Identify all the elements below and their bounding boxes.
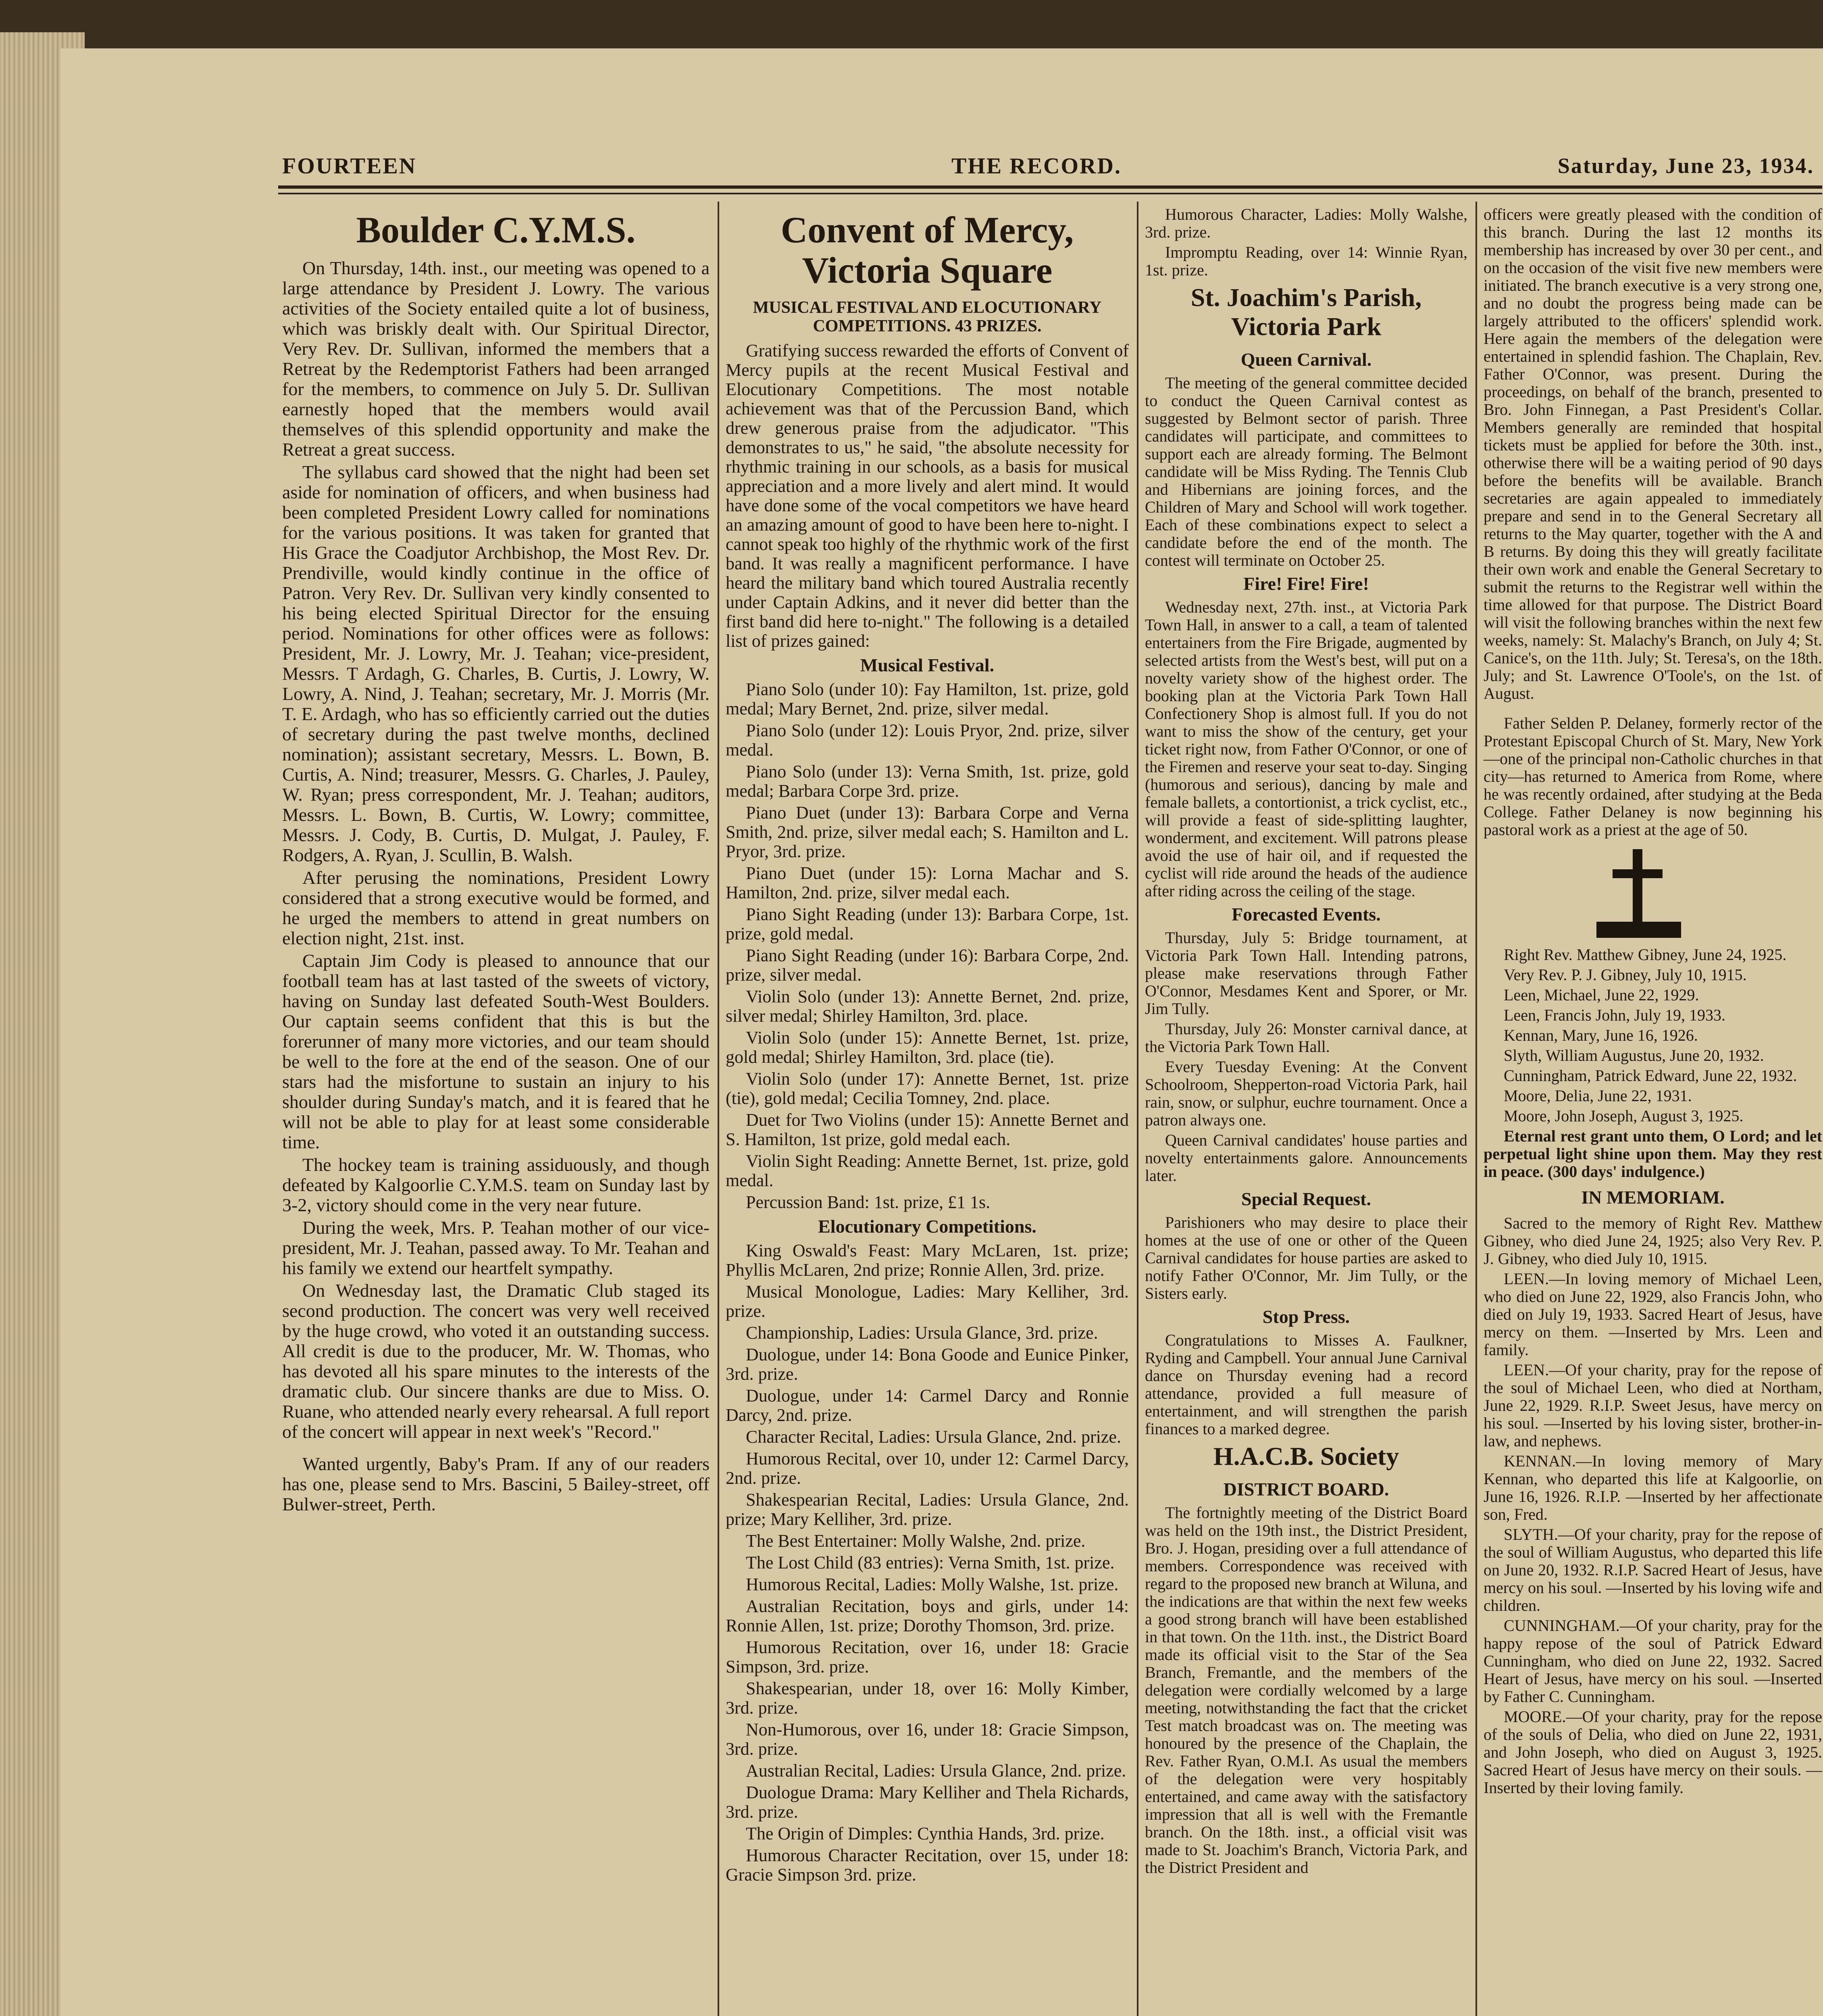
prize-entry: Violin Solo (under 17): Annette Bernet, 1st. prize (tie), gold medal; Cecilia Tomney, 2nd. place. [726, 1069, 1129, 1108]
death-entry: Kennan, Mary, June 16, 1926. [1504, 1026, 1698, 1044]
death-entry: Cunningham, Patrick Edward, June 22, 1932. [1504, 1066, 1797, 1085]
paragraph: Congratulations to Misses A. Faulkner, Ryding and Campbell. Your annual June Carnival dance on Thursday evening had a record attendance, provided a full measure of entertainment, and will strengthen the parish finances to a marked degree. [1145, 1331, 1467, 1438]
prize-entry: Violin Solo (under 13): Annette Bernet, 2nd. prize, silver medal; Shirley Hamilton, 3rd. place. [726, 987, 1129, 1026]
prize-entry: King Oswald's Feast: Mary McLaren, 1st. prize; Phyllis McLaren, 2nd prize; Ronnie Allen, 3rd. prize. [726, 1241, 1129, 1280]
wanted-notice: Wanted urgently, Baby's Pram. If any of our readers has one, please send to Mrs. Bascini, 5 Bailey-street, off Bulwer-street, Perth. [282, 1454, 710, 1514]
section-heading: IN MEMORIAM. [1581, 1187, 1725, 1208]
prize-entry: Humorous Recital, Ladies: Molly Walshe, 1st. prize. [746, 1574, 1119, 1594]
memoriam-entry: KENNAN.—In loving memory of Mary Kennan, who departed this life at Kalgoorlie, on June 16, 1926. R.I.P. —Inserted by her affectionate son, Fred. [1484, 1452, 1822, 1523]
prize-entry: Violin Sight Reading: Annette Bernet, 1st. prize, gold medal. [726, 1151, 1129, 1190]
prize-entry: The Lost Child (83 entries): Verna Smith, 1st. prize. [746, 1553, 1115, 1572]
event-entry: Queen Carnival candidates' house parties and novelty entertainments galore. Announcements later. [1145, 1131, 1467, 1185]
prize-entry: Musical Monologue, Ladies: Mary Kelliher, 3rd. prize. [726, 1282, 1129, 1321]
prize-entry: Australian Recitation, boys and girls, under 14: Ronnie Allen, 1st. prize; Dorothy Thomson, 3rd. prize. [726, 1596, 1129, 1635]
article-convent-of-mercy [726, 206, 1129, 1887]
section-heading: Elocutionary Competitions. [818, 1216, 1036, 1237]
prize-entry: Humorous Recitation, over 16, under 18: Gracie Simpson, 3rd. prize. [726, 1637, 1129, 1677]
death-entry: Leen, Michael, June 22, 1929. [1504, 986, 1699, 1004]
prize-entry: Shakespearian Recital, Ladies: Ursula Glance, 2nd. prize; Mary Kelliher, 3rd. prize. [726, 1490, 1129, 1529]
header-rule [278, 185, 1822, 189]
prayer: Eternal rest grant unto them, O Lord; and let perpetual light shine upon them. May they rest in peace. (300 days' indulgence.) [1484, 1127, 1822, 1181]
memoriam-entry: LEEN.—Of your charity, pray for the repose of the soul of Michael Leen, who died at Northam, June 22, 1929. R.I.P. Sweet Jesus, have mercy on his soul. —Inserted by his loving sister, brother-in-law, and nephews. [1484, 1361, 1822, 1450]
death-entry: Very Rev. P. J. Gibney, July 10, 1915. [1504, 966, 1747, 984]
prize-entry: Humorous Character, Ladies: Molly Walshe, 3rd. prize. [1145, 205, 1467, 241]
paragraph: On Thursday, 14th. inst., our meeting was opened to a large attendance by President J. Lowry. The various activities of the Society entailed quite a lot of business, which was briskly dealt with. Our Spiritual Director, Very Rev. Dr. Sullivan, informed the members that a Retreat by the Redemptorist Fathers had been arranged for the members, to commence on July 5. Dr. Sullivan earnestly hoped that the members would avail themselves of this splendid opportunity and make the Retreat a great success. [282, 258, 710, 460]
prize-entry: Duologue, under 14: Bona Goode and Eunice Pinker, 3rd. prize. [726, 1345, 1129, 1384]
cross-icon [1484, 841, 1822, 946]
memoriam-entry: SLYTH.—Of your charity, pray for the repose of the soul of William Augustus, who departed this life on June 20, 1932. R.I.P. Sacred Heart of Jesus, have mercy on his soul. —Inserted by his loving wife and children. [1484, 1525, 1822, 1614]
prize-entry: Piano Duet (under 13): Barbara Corpe and Verna Smith, 2nd. prize, silver medal each; S. Hamilton and L. Pryor, 3rd. prize. [726, 803, 1129, 861]
event-entry: Thursday, July 5: Bridge tournament, at Victoria Park Town Hall. Intending patrons, please make reservations through Father O'Connor, Mesdames Kent and Sporer, or Mr. Jim Tully. [1145, 929, 1467, 1018]
section-heading: Forecasted Events. [1232, 904, 1381, 925]
prize-entry: Non-Humorous, over 16, under 18: Gracie Simpson, 3rd. prize. [726, 1720, 1129, 1759]
page-number: FOURTEEN [282, 154, 417, 179]
prize-entry: Championship, Ladies: Ursula Glance, 3rd. prize. [746, 1323, 1098, 1343]
death-entry: Leen, Francis John, July 19, 1933. [1504, 1006, 1725, 1024]
event-entry: Thursday, July 26: Monster carnival dance, at the Victoria Park Town Hall. [1145, 1020, 1467, 1056]
header-rule-thin [278, 193, 1822, 194]
paragraph: Captain Jim Cody is pleased to announce that our football team has at last tasted of the sweets of victory, having on Sunday last defeated South-West Boulders. Our captain seems confident that this is but the forerunner of many more victories, and our team should be well to the fore at the end of the season. One of our stars had the misfortune to sustain an injury to his shoulder during Sunday's match, and it is feared that he will not be able to play for at least some considerable time. [282, 950, 710, 1152]
prize-entry: Piano Duet (under 15): Lorna Machar and S. Hamilton, 2nd. prize, silver medal each. [726, 863, 1129, 902]
death-entry: Moore, John Joseph, August 3, 1925. [1504, 1107, 1744, 1125]
paragraph: Parishioners who may desire to place their homes at the use of one or other of the Queen Carnival candidates for house parties are asked to notify Father O'Connor, Mr. Jim Tully, or the Sisters early. [1145, 1213, 1467, 1302]
section-heading: Stop Press. [1262, 1306, 1350, 1327]
paragraph: After perusing the nominations, President Lowry considered that a strong executive would be formed, and he urged the members to attend in great numbers on election night, 21st. inst. [282, 867, 710, 948]
prize-entry: Australian Recital, Ladies: Ursula Glance, 2nd. prize. [746, 1761, 1126, 1781]
paragraph: The fortnightly meeting of the District Board was held on the 19th inst., the District President, Bro. J. Hogan, presiding over a full attendance of members. Correspondence was received with regard to the proposed new branch at Wiluna, and the indications are that within the next few weeks a good strong branch will have been established in that town. On the 11th. inst., the District Board made its official visit to the Star of the Sea Branch, Fremantle, and the members of the delegation were cordially welcomed by a large meeting, notwithstanding the fact that the cricket Test match broadcast was on. The meeting was honoured by the presence of the Chaplain, the Rev. Father Ryan, O.M.I. As usual the members of the delegation were very hospitably entertained, and came away with the satisfactory impression that all is well with the Fremantle branch. On the 18th. inst., a official visit was made to St. Joachim's Branch, Victoria Park, and the District President and [1145, 1504, 1467, 1876]
prize-entry: Piano Solo (under 10): Fay Hamilton, 1st. prize, gold medal; Mary Bernet, 2nd. prize, silver medal. [726, 679, 1129, 719]
memoriam-entry: CUNNINGHAM.—Of your charity, pray for the happy repose of the soul of Patrick Edward Cunningham, who died on June 22, 1932. Sacred Heart of Jesus, have mercy on his soul. —Inserted by Father C. Cunningham. [1484, 1616, 1822, 1706]
column-divider [718, 202, 719, 2016]
issue-date: Saturday, June 23, 1934. [1557, 154, 1814, 178]
prize-entry: Duologue Drama: Mary Kelliher and Thela Richards, 3rd. prize. [726, 1783, 1129, 1822]
article-title: Convent of Mercy, Victoria Square [780, 209, 1074, 291]
section-heading: DISTRICT BOARD. [1223, 1479, 1389, 1500]
paragraph: The syllabus card showed that the night had been set aside for nomination of officers, and when business had been completed President Lowry called for nominations for the various positions. It was taken for granted that His Grace the Coadjutor Archbishop, the Most Rev. Dr. Prendiville, would kindly continue in the office of Patron. Very Rev. Dr. Sullivan very kindly consented to his being elected Spiritual Director for the ensuing period. Nominations for other offices were as follows: President, Mr. J. Lowry, Mr. J. Teahan; vice-president, Messrs. T Ardagh, G. Charles, B. Curtis, J. Lowry, W. Lowry, A. Nind, J. Teahan; secretary, Mr. J. Morris (Mr. T. E. Ardagh, who has so efficiently carried out the duties of secretary during the past twelve months, declined nomination); assistant secretary, Messrs. L. Bown, B. Curtis, A. Nind; treasurer, Messrs. G. Charles, J. Pauley, W. Ryan; press correspondent, Mr. J. Teahan; auditors, Messrs. L. Bown, B. Curtis, W. Lowry; committee, Messrs. J. Cody, B. Curtis, D. Mulgat, J. Pauley, F. Rodgers, A. Ryan, J. Scullin, B. Walsh. [282, 462, 710, 865]
death-entry: Slyth, William Augustus, June 20, 1932. [1504, 1046, 1764, 1064]
prize-entry: Violin Solo (under 15): Annette Bernet, 1st. prize, gold medal; Shirley Hamilton, 3rd. place (tie). [726, 1028, 1129, 1067]
article-st-joachims [1145, 206, 1467, 1879]
page-header [282, 153, 1814, 185]
paragraph: Father Selden P. Delaney, formerly rector of the Protestant Episcopal Church of St. Mary, New York—one of the principal non-Catholic churches in that city—has returned to America from Rome, where he was recently ordained, after studying at the Beda College. Father Delaney is now beginning his pastoral work as a priest at the age of 50. [1484, 714, 1822, 839]
section-heading: Special Request. [1241, 1189, 1371, 1209]
article-title: H.A.C.B. Society [1213, 1442, 1399, 1470]
paragraph: The hockey team is training assiduously, and though defeated by Kalgoorlie C.Y.M.S. team on Sunday last by 3-2, victory should come in the very near future. [282, 1154, 710, 1215]
prize-entry: Humorous Character Recitation, over 15, under 18: Gracie Simpson 3rd. prize. [726, 1845, 1129, 1885]
prize-entry: Impromptu Reading, over 14: Winnie Ryan, 1st. prize. [1145, 243, 1467, 279]
prize-entry: Humorous Recital, over 10, under 12: Carmel Darcy, 2nd. prize. [726, 1449, 1129, 1488]
section-heading: Queen Carnival. [1240, 349, 1372, 370]
article-title: St. Joachim's Parish, Victoria Park [1190, 283, 1422, 341]
death-entry: Moore, Delia, June 22, 1931. [1504, 1087, 1692, 1105]
paragraph: During the week, Mrs. P. Teahan mother of our vice-president, Mr. J. Teahan, passed away. To Mr. Teahan and his family we extend our heartfelt sympathy. [282, 1217, 710, 1278]
article-title: Boulder C.Y.M.S. [356, 209, 636, 250]
prize-entry: The Best Entertainer: Molly Walshe, 2nd. prize. [746, 1531, 1086, 1551]
prize-entry: Piano Solo (under 13): Verna Smith, 1st. prize, gold medal; Barbara Corpe 3rd. prize. [726, 762, 1129, 801]
memoriam-entry: Sacred to the memory of Right Rev. Matthew Gibney, who died June 24, 1925; also Very Rev. P. J. Gibney, who died July 10, 1915. [1484, 1214, 1822, 1268]
article-boulder-cyms [282, 206, 710, 1517]
prize-entry: The Origin of Dimples: Cynthia Hands, 3rd. prize. [746, 1824, 1105, 1843]
death-entry: Right Rev. Matthew Gibney, June 24, 1925. [1504, 946, 1787, 964]
prize-entry: Percussion Band: 1st. prize, £1 1s. [746, 1192, 991, 1212]
paragraph: The meeting of the general committee decided to conduct the Queen Carnival contest as suggested by Belmont sector of parish. Three candidates will participate, and committees to support each are already forming. The Belmont candidate will be Miss Ryding. The Tennis Club and Hibernians are joining forces, and the Children of Mary and School will work together. Each of these combinations expect to select a candidate before the end of the month. The contest will terminate on October 25. [1145, 374, 1467, 569]
event-entry: Every Tuesday Evening: At the Convent Schoolroom, Shepperton-road Victoria Park, hail rain, snow, or sulphur, euchre tournament. Once a patron always one. [1145, 1058, 1467, 1129]
prize-entry: Piano Sight Reading (under 16): Barbara Corpe, 2nd. prize, silver medal. [726, 946, 1129, 985]
column-divider [1137, 202, 1138, 2016]
paragraph: Wednesday next, 27th. inst., at Victoria Park Town Hall, in answer to a call, a team of talented entertainers from the Fire Brigade, augmented by selected artists from the West's best, will put on a novelty variety show of the highest order. The booking plan at the Victoria Park Town Hall Confectionery Shop is almost full. If you do not want to miss the show of the century, get your ticket right now, from Father O'Connor, or one of the Firemen and reserve your seat to-day. Singing (humorous and serious), dancing by male and female ballets, a contortionist, a trick cyclist, etc., will provide a feast of side-splitting laughter, wonderment, and excitement. Will patrons please avoid the use of hair oil, and if requested the cyclist will ride around the heads of the audience after riding across the ceiling of the stage. [1145, 598, 1467, 900]
paragraph: officers were greatly pleased with the condition of this branch. During the last 12 months its membership has increased by over 30 per cent., and on the occasion of the visit five new members were initiated. The branch executive is a very strong one, and no doubt the progress being made can be largely attributed to the officers' splendid work. Here again the members of the delegation were entertained in splendid fashion. The Chaplain, Rev. Father O'Connor, was present. During the proceedings, on behalf of the branch, presented to Bro. John Finnegan, a Past President's Collar. Members generally are reminded that hospital tickets must be applied for before the 30th. inst., otherwise there will be a waiting period of 90 days before the benefits will be available. Branch secretaries are again appealed to immediately prepare and send in to the General Secretary all returns to the May quarter, together with the A and B returns. By doing this they will greatly facilitate their own work and enable the General Secretary to submit the returns to the Registrar well within the time allowed for that purpose. The District Board will visit the following branches within the next few weeks, namely: St. Malachy's Branch, on July 4; St. Canice's, on the 11th. July; St. Teresa's, on the 18th. July; and St. Lawrence O'Toole's, on the 1st. of August. [1484, 205, 1822, 702]
section-heading: Fire! Fire! Fire! [1243, 573, 1369, 594]
article-subtitle: MUSICAL FESTIVAL AND ELOCUTIONARY COMPETITIONS. 43 PRIZES. [753, 298, 1102, 335]
memoriam-entry: MOORE.—Of your charity, pray for the repose of the souls of Delia, who died on June 22, 1931, and John Joseph, who died on August 3, 1925. Sacred Heart of Jesus have mercy on their souls. —Inserted by their loving family. [1484, 1708, 1822, 1797]
paragraph: Gratifying success rewarded the efforts of Convent of Mercy pupils at the recent Musical Festival and Elocutionary Competitions. The most notable achievement was that of the Percussion Band, which drew generous praise from the adjudicator. "This demonstrates to us," he said, "the absolute necessity for rhythmic training in our schools, as a basis for musical appreciation and a more lively and alert mind. It would have done some of the vocal competitors we have heard an amazing amount of good to have been here to-night. I cannot speak too highly of the rhythmic work of the first band. It was really a magnificent performance. I have heard the military band which toured Australia recently under Captain Adkins, and it never did better than the first band did here to-night." The following is a detailed list of prizes gained: [726, 341, 1129, 651]
prize-entry: Duet for Two Violins (under 15): Annette Bernet and S. Hamilton, 1st prize, gold medal each. [726, 1110, 1129, 1149]
section-heading: Musical Festival. [860, 655, 995, 675]
column-hacb-continuation [1484, 206, 1822, 1799]
masthead: THE RECORD. [951, 154, 1122, 179]
paragraph: On Wednesday last, the Dramatic Club staged its second production. The concert was very well received by the huge crowd, who voted it an outstanding success. All credit is due to the producer, Mr. W. Thomas, who has devoted all his spare minutes to the interests of the dramatic club. Our sincere thanks are due to Miss. O. Ruane, who attended nearly every rehearsal. A full report of the concert will appear in next week's "Record." [282, 1280, 710, 1442]
memoriam-entry: LEEN.—In loving memory of Michael Leen, who died on June 22, 1929, also Francis John, who died on July 19, 1933. Sacred Heart of Jesus, have mercy on them. —Inserted by Mrs. Leen and family. [1484, 1270, 1822, 1359]
prize-entry: Character Recital, Ladies: Ursula Glance, 2nd. prize. [746, 1427, 1121, 1447]
prize-entry: Shakespearian, under 18, over 16: Molly Kimber, 3rd. prize. [726, 1679, 1129, 1718]
prize-entry: Duologue, under 14: Carmel Darcy and Ronnie Darcy, 2nd. prize. [726, 1386, 1129, 1425]
prize-entry: Piano Solo (under 12): Louis Pryor, 2nd. prize, silver medal. [726, 721, 1129, 760]
column-divider [1475, 202, 1477, 2016]
prize-entry: Piano Sight Reading (under 13): Barbara Corpe, 1st. prize, gold medal. [726, 904, 1129, 943]
